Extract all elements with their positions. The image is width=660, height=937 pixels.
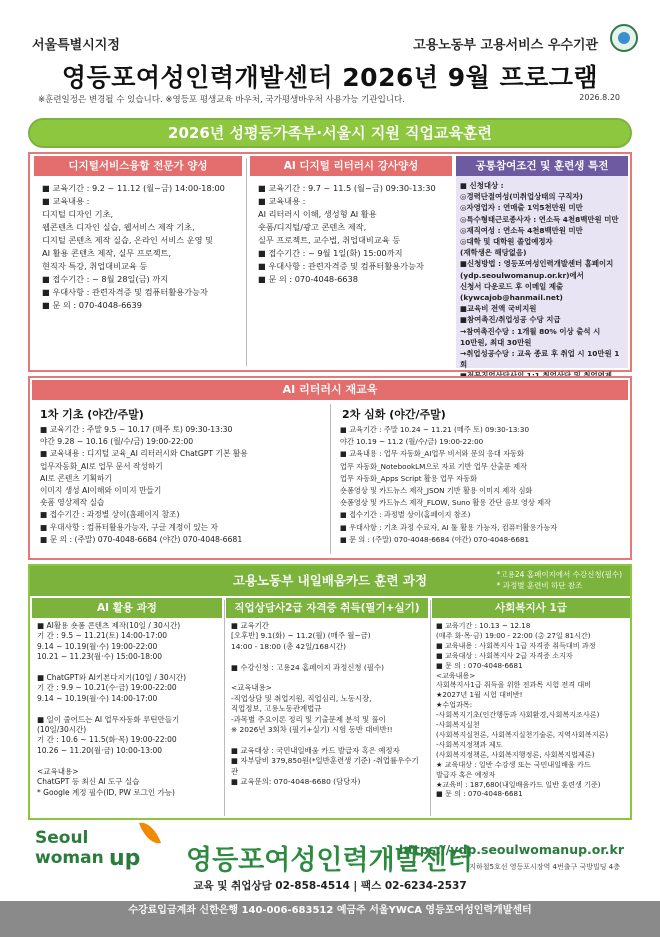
section-banner: 2026년 성평등가족부·서울시 지원 직업교육훈련: [28, 118, 632, 148]
panel-ai-course: [32, 598, 222, 818]
panel-title: 사회복지사 1급: [432, 598, 630, 618]
panel-title: AI 디지털 리터러시 강사양성: [250, 156, 452, 176]
bank-account-bar: [0, 901, 660, 937]
address-text: 지하철5호선 영등포시장역 4번출구 국방빌딩 4층: [469, 863, 620, 871]
panel-eligibility: [456, 156, 628, 368]
panel-advanced-course: [334, 400, 630, 558]
panel-title: 공통참여조건 및 훈련생 특전: [456, 156, 628, 176]
course-body: ■ 교육기간 : 주말 10.24 ~ 11.21 (매주 토) 09:30-13:30 야간 10.19 ~ 11.2 (월/수/금) 19:00-22:00 ■ 교육내용 : 업무 자동화_AI업무 비서와 문의 응대 자동화 업무 자동화_NotebookLM으로 자료 기반 업무 산출문 제작 업무 자동화_Apps Script 활용 업무 자동화 숏폼영상 및 카드뉴스 제작_JSON 기반 활용 이미지 제작 심화 숏폼영상 및 카드뉴스 제작_FLOW, Suno 활용 간단 음보 영상 제작 ■ 접수기간 : 과정별 상이(홈페이지 참조) ■ 우대사항 : 기초 과정 수료자, AI 툴 활용 가능자, 컴퓨터활용가능자 ■ 문 의 : (주말) 070-4048-6684 (야간) 070-4048-6681: [340, 425, 558, 544]
logo-up: up: [109, 846, 141, 871]
logo-line1: Seoul: [35, 828, 89, 848]
section-ai-retraining: [28, 376, 632, 560]
panel-body: ■ 교육기간 : 9.2 ~ 11.12 (월~금) 14:00-18:00 ■ 교육내용 : 디지털 디자인 기초, 웹콘텐츠 디자인 실습, 웹서비스 제작 기초, 디지털 콘텐츠 제작 실습, 온라인 서비스 운영 및 AI 활용 콘텐츠 제작, 실무 프로젝트, 현직자 특강, 취업대비교육 등 ■ 접수기간 : ~ 8월 28일(금) 까지 ■ 우대사항 : 관련자격증 및 컴퓨터활용가능자 ■ 문 의 : 070-4048-6639: [42, 183, 225, 310]
section-naeil-card: [28, 564, 632, 820]
panel-digital-service: [34, 156, 242, 368]
leaf-icon: [139, 818, 161, 847]
bank-account-text: 수강료입금계좌 신한은행 140-006-683512 예금주 서울YWCA 영등포여성인력개발센터: [128, 905, 532, 916]
award-label: 고용노동부 고용서비스 우수기관: [413, 38, 598, 53]
homepage-link[interactable]: https://ydp.seoulwomanup.or.kr: [398, 842, 624, 857]
section-header: [30, 566, 630, 596]
course-heading: 2차 심화 (야간/주말): [342, 408, 446, 421]
panel-ai-literacy-instructor: [250, 156, 452, 368]
seoul-womanup-logo: [35, 822, 185, 872]
section-title: AI 리터러시 재교육: [32, 380, 628, 400]
designation-label: 서울특별시지정: [32, 38, 120, 53]
contact-info: 교육 및 취업상담 02-858-4514 | 팩스 02-6234-2537: [193, 880, 467, 892]
panel-social-worker-course: [432, 598, 630, 818]
panel-body: ■ 신청대상 : ◎경력단절여성(미취업상태의 구직자) ◎자영업자 : 연매출 1억5천만원 미만 ◎특수형태근로종사자 : 연소득 4천8백만원 미만 ◎재직여성 : 연소득 4천8백만원 미만 ◎대학 및 대학원 졸업예정자 (재학생은 해당없음) ■신청방법 : 영등포여성인력개발센터 홈페이지 (ydp.seoulwomanup.or.kr)에서 신청서 다운로드 후 이메일 제출 (kywcajob@hanmail.net) ■교육비 전액 국비지원 ■참여촉진/취업성공 수당 지급 →참여촉진수당 : 1개월 80% 이상 출석 시 10만원, 최대 30만원 →취업성공수당 : 교육 종료 후 취업 시 10만원 1회: [460, 181, 620, 370]
header-top: [28, 30, 638, 52]
course-heading: 1차 기초 (야간/주말): [40, 408, 144, 421]
panel-title: 직업상담사2급 자격증 취득(필기+실기): [226, 598, 428, 618]
notice-text: ※훈련일정은 변경될 수 있습니다. ※영등포 평생교육 바우처, 국가평생바우처 사용가능 기관입니다.: [38, 95, 405, 105]
section-note: *고용24 홈페이지에서 수강신청(필수) * 과정별 훈련비 하단 참조: [496, 570, 622, 590]
panel-body: ■ 교육기간 [오후반] 9.1(화) ~ 11.2(월) (매주 월~금) 14:00 - 18:00 (총 42일/168시간) ■ 수강신청 : 고용24 홈페이지 과정신청 (필수) <교육내용> -직업상담 및 취업지원, 직업심리, 노동시장, 직업정보, 고용노동관계법규 -과목별 주요이론 정리 및 기출문제 분석 및 풀이 ※ 2026년 3회차 (필기+실기) 시험 동반 대비반!! ■ 교육대상 : 국민내일배움 카드 발급자 혹은 예정자 ■ 자부담비 379,850원(*일반훈련생 기준) -취업률우수기관 ■ 교육문의: 070-4048-6680 (담당자): [231, 621, 419, 787]
section-title: 고용노동부 내일배움카드 훈련 과정: [232, 573, 428, 588]
section-vocational: [28, 152, 632, 372]
panel-title: 디지털서비스융합 전문가 양성: [34, 156, 242, 176]
logo-line2: woman: [35, 848, 104, 868]
course-body: ■ 교육기간 : 주말 9.5 ~ 10.17 (매주 토) 09:30-13:30 야간 9.28 ~ 10.16 (월/수/금) 19:00-22:00 ■ 교육내용 : 디지털 교육_AI 리터러시와 ChatGPT 기본 활용 업무자동화_AI로 업무 문서 작성하기 AI로 콘텐츠 기획하기 이미지 생성 AI이해와 이미지 만들기 숏폼 영상제작 실습 ■ 접수기간 : 과정별 상이(홈페이지 참조) ■ 우대사항 : 컴퓨터활용가능자, 구글 계정이 있는 자 ■ 문 의 : (주말) 070-4048-6684 (야간) 070-4048-6681: [40, 425, 248, 544]
emblem-icon: [610, 24, 638, 52]
issue-date: 2026.8.20: [579, 93, 620, 102]
page-title: 영등포여성인력개발센터 2026년 9월 프로그램: [61, 63, 599, 92]
panel-counselor-course: [226, 598, 428, 818]
panel-basic-course: [32, 400, 328, 558]
panel-body: ■ 교육기간 : 9.7 ~ 11.5 (월~금) 09:30-13:30 ■ 교육내용 : AI 리터러시 이해, 생성형 AI 활용 숏폼/디지털/광고 콘텐츠 제작, 실무 프로젝트, 교수법, 취업대비교육 등 ■ 접수기간 : ~ 9월 1일(화) 15:00까지 ■ 우대사항 : 관련자격증 및 컴퓨터활용가능자 ■ 문 의 : 070-4048-6638: [258, 183, 436, 284]
panel-body: ■ 교육기간 : 10.13 ~ 12.18 (매주 화·목·금) 19:00 - 22:00 (총 27일 81시간) ■ 교육내용 : 사회복지사 1급 자격증 취득대비 과정 ■ 교육대상 : 사회복지사 2급 자격증 소지자 ■ 문 의 : 070-4048-6681 <교육내용> 사회복지사1급 취득을 위한 전과목 시험 전격 대비 ★2027년 1월 시험 대비반! ★수업과목: -사회복지기초(인간행동과 사회환경,사회복지조사론) -사회복지실천 (사회복지실천론, 사회복지실천기술론, 지역사회복지론) -사회복지정책과 제도 (사회복지정책론, 사회복지행정론, 사회복지법제론) ★ 교육대상 : 일반 수강생 또는 국민내일배움 카드 발급자 혹은 예정자 ★교육비 : 187,680(내일배움카드 일반 훈련생 기준) ■ 문 의 : 070-4048-6681: [436, 621, 609, 799]
panel-body: ■ AI활용 숏폼 콘텐츠 제작(10일 / 30시간) 기 간 : 9.5 ~ 11.21(토) 14:00-17:00 9.14 ~ 10.19(월·수) 19:00-22:00 10.21 ~ 11.23(월·수) 15:00-18:00 ■ ChatGPT와 AI키본다지기(10일 / 30시간) 기 간 : 9.9 ~ 10.21(수·금) 19:00-22:00 9.14 ~ 10.19(월·수) 14:00-17:00 ■ 일이 줄어드는 AI 업무자동화 루틴만들기 (10일/30시간) 기 간 : 10.6 ~ 11.5(화·목) 19:00-22:00 10.26 ~ 11.20(월·금) 10:00-13:00 <교육내용> ChatGPT 등 최신 AI 도구 실습 * Google 계정 필수(ID, PW 로그인 가능): [37, 621, 187, 797]
panel-title: AI 활용 과정: [32, 598, 222, 618]
center-name: 영등포여성인력개발센터: [186, 845, 473, 876]
